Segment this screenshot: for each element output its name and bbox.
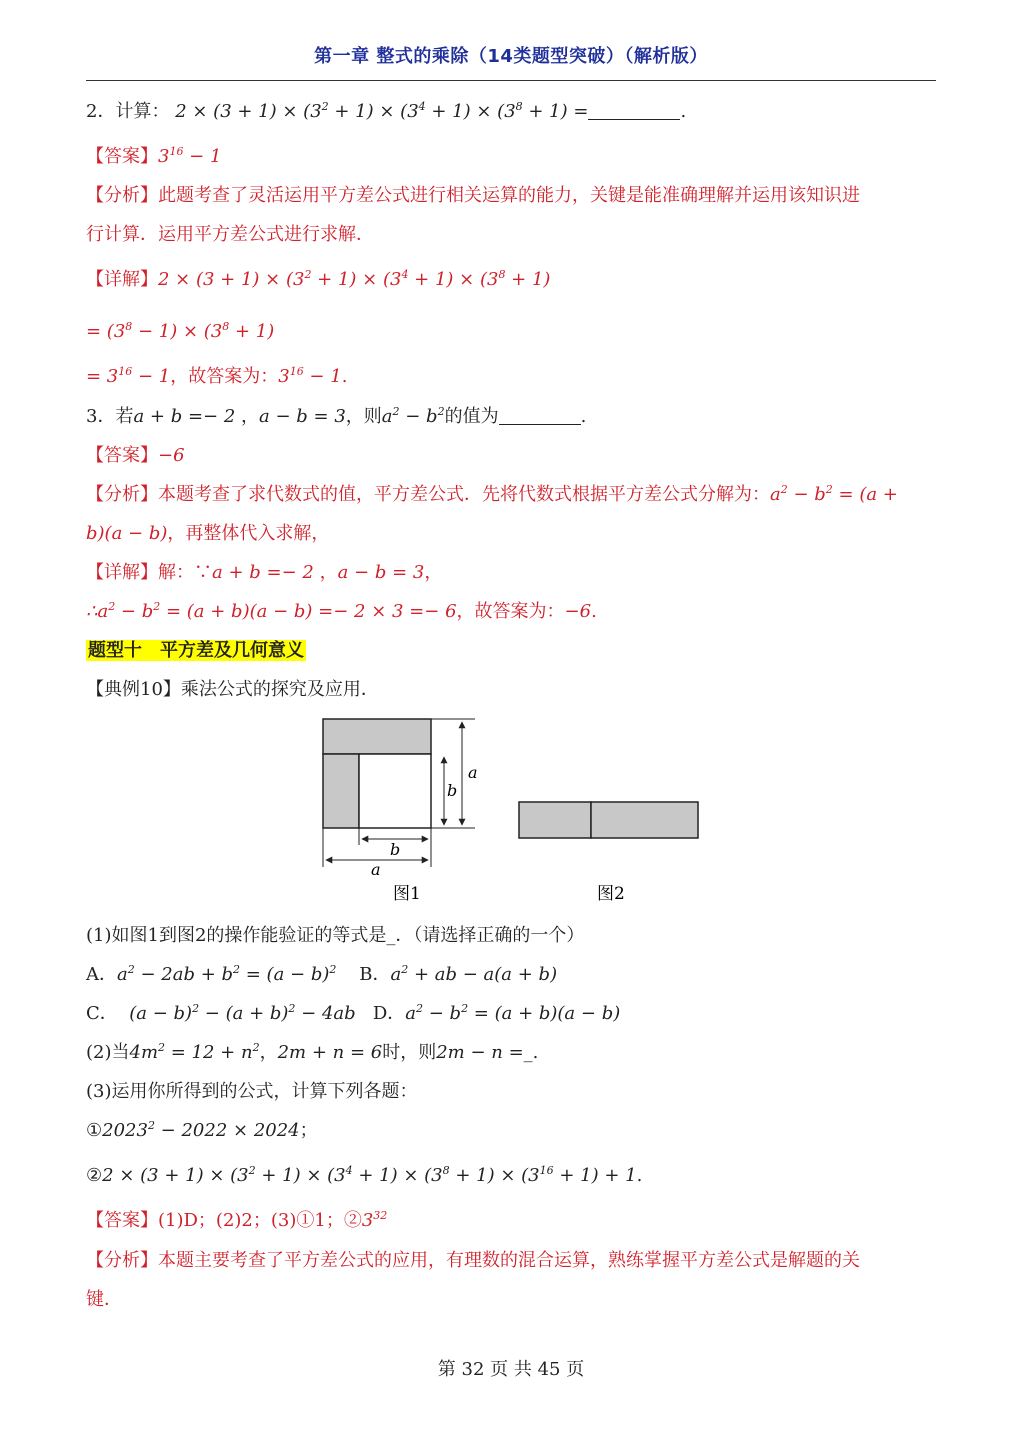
options-ab: A．$a^2 - 2ab + b^2 = (a - b)^2$ B．$a^2$ + ab − a(a + b) (86, 963, 558, 985)
section-heading: 题型十 平方差及几何意义 (88, 640, 304, 661)
fig1-inner-square (359, 754, 431, 828)
calc-item-2: ②2 × $(3 + 1) \times (3^2 + 1) \times (3^4 + 1) \times (3^8 + 1) \times (3^{16} + 1) + 1$. (86, 1164, 643, 1186)
fig2-right-rect (591, 802, 698, 838)
final-answer: 【答案】(1)D；(2)2；(3)①1；$②3^{32}$ (86, 1209, 388, 1231)
label-a-vertical: a (468, 763, 478, 782)
answer-tag: 【答案】 (86, 146, 158, 167)
question-3: 3．若a + b =− 2 ，a − b = 3，则$a^2 - b^2$的值为 . (86, 405, 587, 427)
fig1-caption: 图1 (393, 884, 421, 904)
q2-expression: $2 \times (3 + 1) \times (3^2 + 1) \times (3^4 + 1) \times (3^8 + 1)$ = (175, 100, 589, 122)
final-analysis-line1: 【分析】本题主要考查了平方差公式的应用，有理数的混合运算，熟练掌握平方差公式是解题的关 (86, 1250, 860, 1271)
subquestion-3: (3)运用你所得到的公式，计算下列各题： (86, 1081, 418, 1102)
answer-blank (588, 119, 680, 120)
q3-answer: 【答案】−6 (86, 445, 185, 466)
q3-detail-line2: $\therefore a^2 - b^2 = (a + b)(a - b) =- 2 \times 3 =- 6$，故答案为：−6. (86, 600, 597, 622)
options-cd: C． $(a - b)^2 - (a + b)^2 - 4ab$ D．$a^2 - b^2 = (a + b)(a - b)$ (86, 1002, 621, 1024)
fig1-top-rect (323, 719, 431, 754)
q2-detail-line2: = $(3^8 - 1) \times (3^8 + 1)$ (86, 320, 275, 342)
label-a-horizontal: a (371, 860, 381, 879)
geometry-figure (300, 712, 720, 907)
page-footer: 第 32 页 共 45 页 (437, 1359, 585, 1380)
page-header-title: 第一章 整式的乘除（14类题型突破）（解析版） (314, 46, 708, 67)
calc-item-1: $①2023^2 - 2022 \times 2024$； (86, 1119, 318, 1141)
q2-label: 2．计算： (86, 101, 170, 122)
q2-analysis-line1: 【分析】此题考查了灵活运用平方差公式进行相关运算的能力，关键是能准确理解并运用该知识进 (86, 185, 860, 206)
subquestion-1: (1)如图1到图2的操作能验证的等式是_．（请选择正确的一个） (86, 925, 585, 946)
q2-detail-line3: = $3^{16} - 1$，故答案为：$3^{16} - 1$. (86, 365, 348, 387)
question-2: 2．计算： $2 \times (3 + 1) \times (3^2 + 1) \times (3^4 + 1) \times (3^8 + 1)$ = . (86, 100, 687, 122)
final-analysis-line2: 键． (86, 1289, 122, 1310)
fig1-left-rect (323, 754, 359, 828)
label-b-horizontal: b (390, 840, 401, 859)
q2-answer: 【答案】$3^{16} - 1$ (86, 145, 222, 167)
q3-analysis-line1: 【分析】本题考查了求代数式的值，平方差公式．先将代数式根据平方差公式分解为：$a^2 - b^2 = (a$ + (86, 483, 898, 505)
example-label: 【典例10】乘法公式的探究及应用． (86, 679, 379, 700)
fig2-left-rect (519, 802, 591, 838)
label-b-vertical: b (447, 781, 458, 800)
header-divider (86, 80, 936, 81)
subquestion-2: (2)当$4m^2 = 12 + n^2$，2m + n = 6时，则2m − n =_. (86, 1041, 539, 1063)
q3-detail-line1: 【详解】解：∵a + b =− 2 ，a − b = 3， (86, 562, 443, 583)
q2-analysis-line2: 行计算．运用平方差公式进行求解． (86, 224, 374, 245)
fig2-caption: 图2 (597, 884, 625, 904)
q2-detail-line1: 【详解】$2 \times (3 + 1) \times (3^2 + 1) \times (3^4 + 1) \times (3^8 + 1)$ (86, 268, 551, 290)
q3-analysis-line2: b)(a − b)，再整体代入求解， (86, 523, 330, 544)
